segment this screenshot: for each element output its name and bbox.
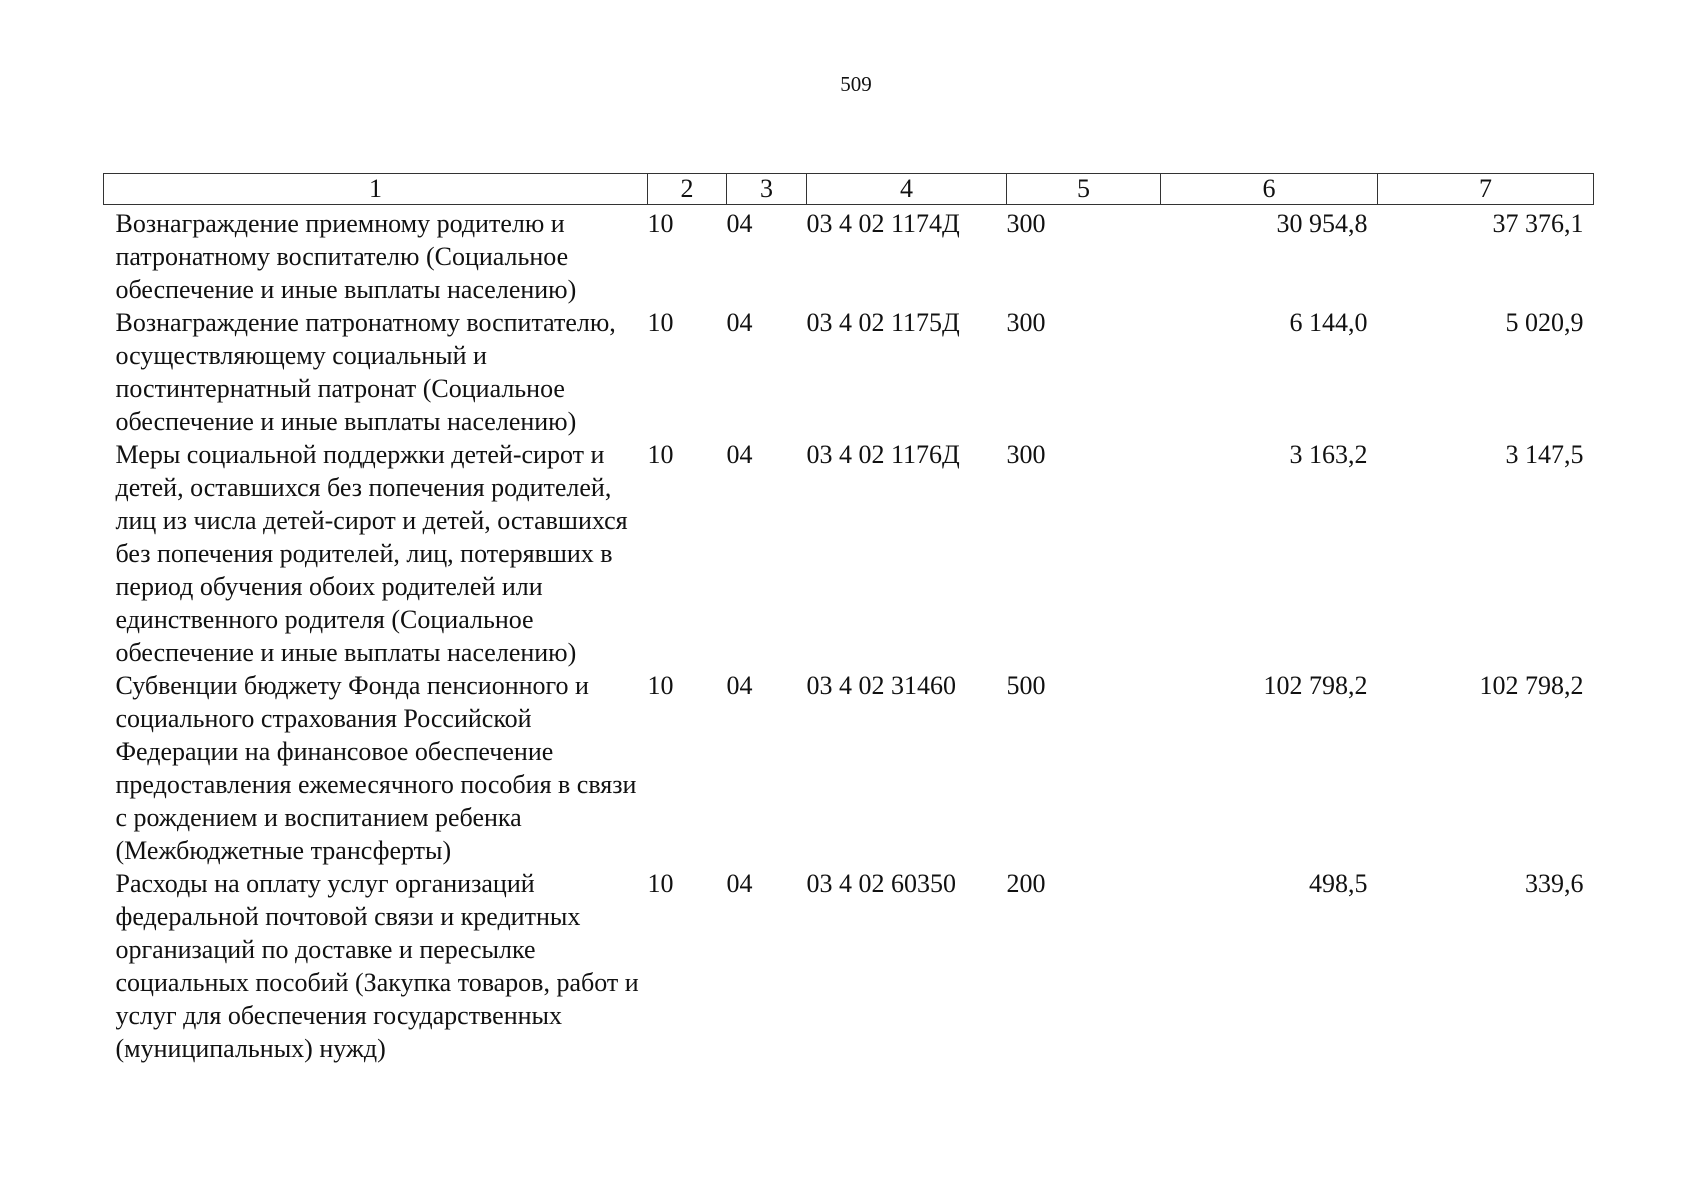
column-header: 4 bbox=[807, 174, 1007, 205]
table-row bbox=[104, 205, 1594, 307]
podrazdel-code: 04 bbox=[726, 209, 753, 238]
expense-name: Вознаграждение приемному родителю и патронатному воспитателю (Социальное обеспечение и иные выплаты населению) bbox=[115, 209, 577, 304]
sum-column-6: 498,5 bbox=[1309, 869, 1368, 898]
expense-type-code: 200 bbox=[1006, 869, 1046, 898]
table-row bbox=[104, 669, 1594, 867]
column-header: 1 bbox=[104, 174, 648, 205]
column-header: 6 bbox=[1161, 174, 1378, 205]
expense-name: Меры социальной поддержки детей-сирот и детей, оставшихся без попечения родителей, лиц из числа детей-сирот и детей, оставшихся без попечения родителей, лиц, потерявших в период обучения обоих родителей или единственного родителя (Социальное обеспечение и иные выплаты населению) bbox=[115, 440, 628, 667]
target-article-code: 03 4 02 1175Д bbox=[806, 308, 960, 337]
podrazdel-code: 04 bbox=[726, 869, 753, 898]
podrazdel-code: 04 bbox=[726, 440, 753, 469]
razdel-code: 10 bbox=[647, 308, 674, 337]
expense-type-code: 300 bbox=[1006, 440, 1046, 469]
razdel-code: 10 bbox=[647, 440, 674, 469]
expense-name: Расходы на оплату услуг организаций федеральной почтовой связи и кредитных организаций по доставке и пересылке социальных пособий (Закупка товаров, работ и услуг для обеспечения государственных (муниципальных) нужд) bbox=[115, 869, 639, 1063]
expense-type-code: 300 bbox=[1006, 308, 1046, 337]
sum-column-7: 339,6 bbox=[1525, 869, 1584, 898]
expense-type-code: 500 bbox=[1006, 671, 1046, 700]
razdel-code: 10 bbox=[647, 671, 674, 700]
expense-name: Субвенции бюджету Фонда пенсионного и социального страхования Российской Федерации на финансовое обеспечение предоставления ежемесячного пособия в связи с рождением и воспитанием ребенка (Межбюджетные трансферты) bbox=[115, 671, 637, 865]
sum-column-6: 30 954,8 bbox=[1276, 209, 1368, 238]
table-row bbox=[104, 438, 1594, 669]
expense-name: Вознаграждение патронатному воспитателю, осуществляющему социальный и постинтернатный патронат (Социальное обеспечение и иные выплаты населению) bbox=[115, 308, 616, 436]
razdel-code: 10 bbox=[647, 869, 674, 898]
razdel-code: 10 bbox=[647, 209, 674, 238]
target-article-code: 03 4 02 1174Д bbox=[806, 209, 960, 238]
sum-column-7: 3 147,5 bbox=[1505, 440, 1584, 469]
podrazdel-code: 04 bbox=[726, 671, 753, 700]
column-header: 5 bbox=[1007, 174, 1161, 205]
table-row bbox=[104, 306, 1594, 438]
table-row bbox=[104, 867, 1594, 1065]
sum-column-6: 6 144,0 bbox=[1289, 308, 1368, 337]
sum-column-6: 102 798,2 bbox=[1263, 671, 1368, 700]
budget-table bbox=[103, 173, 1594, 1065]
target-article-code: 03 4 02 60350 bbox=[806, 869, 956, 898]
podrazdel-code: 04 bbox=[726, 308, 753, 337]
page-number: 509 bbox=[840, 72, 872, 96]
sum-column-7: 37 376,1 bbox=[1492, 209, 1584, 238]
column-header: 3 bbox=[727, 174, 807, 205]
column-header: 7 bbox=[1378, 174, 1594, 205]
table-header-row bbox=[104, 174, 1594, 205]
target-article-code: 03 4 02 31460 bbox=[806, 671, 956, 700]
sum-column-7: 102 798,2 bbox=[1479, 671, 1584, 700]
sum-column-6: 3 163,2 bbox=[1289, 440, 1368, 469]
target-article-code: 03 4 02 1176Д bbox=[806, 440, 960, 469]
sum-column-7: 5 020,9 bbox=[1505, 308, 1584, 337]
expense-type-code: 300 bbox=[1006, 209, 1046, 238]
column-header: 2 bbox=[648, 174, 727, 205]
